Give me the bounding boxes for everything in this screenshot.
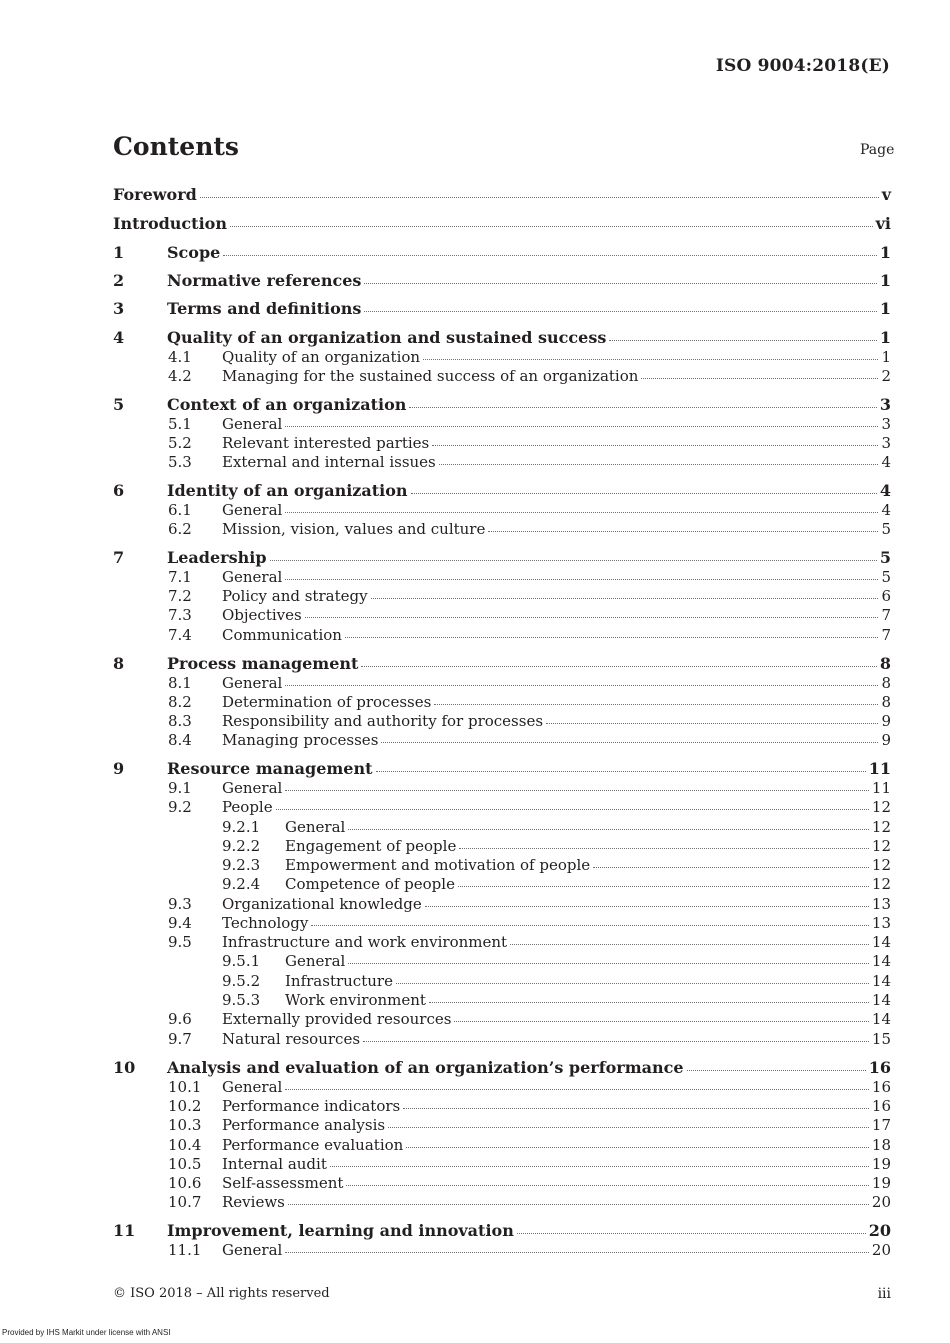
dot-leader (458, 885, 869, 887)
dot-leader (687, 1069, 866, 1071)
toc-entry-number: 9.5.2 (222, 972, 261, 990)
toc-entry[interactable] (113, 759, 891, 779)
toc-entry[interactable] (113, 1240, 891, 1260)
toc-entry-title: General (222, 1078, 283, 1096)
dot-leader (311, 924, 869, 926)
toc-entry-title: Normative references (167, 271, 362, 290)
toc-entry-number: 8 (113, 654, 125, 673)
toc-entry-title: Determination of processes (222, 693, 432, 711)
toc-entry-title: General (222, 415, 283, 433)
toc-entry[interactable] (113, 243, 891, 263)
toc-entry-number: 9 (113, 759, 125, 778)
toc-entry-number: 4 (113, 328, 125, 347)
toc-entry-page: 17 (871, 1116, 891, 1134)
dot-leader (285, 511, 878, 513)
dot-leader (285, 425, 878, 427)
toc-entry-page: 4 (879, 481, 891, 500)
toc-entry[interactable] (113, 654, 891, 674)
toc-entry[interactable] (113, 548, 891, 568)
toc-entry[interactable] (113, 1058, 891, 1078)
dot-leader (285, 578, 878, 580)
toc-entry[interactable] (113, 874, 891, 894)
toc-entry-number: 9.1 (168, 779, 192, 797)
toc-entry[interactable] (113, 567, 891, 587)
toc-entry-title: Policy and strategy (222, 587, 368, 605)
toc-entry-page: 7 (881, 626, 891, 644)
toc-entry-number: 6.1 (168, 501, 192, 519)
toc-entry-page: 3 (881, 415, 891, 433)
toc-entry-title: Quality of an organization and sustained success (167, 328, 607, 347)
toc-entry-page: 2 (881, 367, 891, 385)
toc-entry-number: 3 (113, 299, 125, 318)
dot-leader (270, 559, 877, 561)
toc-entry-page: 5 (881, 520, 891, 538)
toc-entry[interactable] (113, 990, 891, 1010)
toc-entry[interactable] (113, 1192, 891, 1212)
toc-entry-number: 8.4 (168, 731, 192, 749)
toc-entry-title: Externally provided resources (222, 1010, 452, 1028)
toc-entry[interactable] (113, 433, 891, 453)
toc-entry-page: 3 (879, 395, 891, 414)
toc-entry-title: Scope (167, 243, 221, 262)
dot-leader (345, 636, 879, 638)
toc-entry-number: 10.1 (168, 1078, 202, 1096)
dot-leader (285, 789, 869, 791)
toc-entry[interactable] (113, 414, 891, 434)
toc-entry-title: General (222, 779, 283, 797)
toc-entry-number: 10.3 (168, 1116, 202, 1134)
toc-entry-number: 9.2.2 (222, 837, 261, 855)
toc-entry-page: 1 (879, 271, 891, 290)
toc-entry-page: 4 (881, 453, 891, 471)
toc-entry[interactable] (113, 1135, 891, 1155)
dot-leader (403, 1107, 869, 1109)
toc-entry-title: Terms and definitions (167, 299, 362, 318)
dot-leader (429, 1001, 869, 1003)
toc-entry-page: 8 (879, 654, 891, 673)
toc-entry-number: 9.2.4 (222, 875, 261, 893)
page-column-label: Page (860, 142, 895, 158)
toc-entry-page: 11 (868, 759, 891, 778)
toc-entry-title: General (222, 674, 283, 692)
toc-entry[interactable] (113, 1115, 891, 1135)
toc-entry-page: 14 (871, 952, 891, 970)
dot-leader (423, 358, 878, 360)
toc-entry-number: 9.2.3 (222, 856, 261, 874)
dot-leader (454, 1020, 868, 1022)
toc-entry-title: Analysis and evaluation of an organization’s performance (167, 1058, 684, 1077)
dot-leader (330, 1165, 869, 1167)
toc-entry-number: 7.4 (168, 626, 192, 644)
dot-leader (396, 982, 869, 984)
toc-entry-number: 10.4 (168, 1136, 202, 1154)
toc-entry-number: 9.4 (168, 914, 192, 932)
toc-entry[interactable] (113, 1077, 891, 1097)
toc-entry-number: 9.5 (168, 933, 192, 951)
toc-entry-number: 5.1 (168, 415, 192, 433)
toc-entry-title: Empowerment and motivation of people (285, 856, 591, 874)
toc-entry[interactable] (113, 299, 891, 319)
toc-entry-page: 9 (881, 712, 891, 730)
dot-leader (376, 770, 866, 772)
toc-entry-title: Performance evaluation (222, 1136, 404, 1154)
toc-entry-number: 6 (113, 481, 125, 500)
toc-entry-page: 11 (871, 779, 891, 797)
toc-entry[interactable] (113, 1221, 891, 1241)
toc-entry-number: 10 (113, 1058, 136, 1077)
toc-entry[interactable] (113, 519, 891, 539)
toc-entry-title: Responsibility and authority for processes (222, 712, 544, 730)
dot-leader (488, 530, 878, 532)
toc-entry[interactable] (113, 500, 891, 520)
dot-leader (434, 703, 878, 705)
toc-entry-title: General (222, 501, 283, 519)
toc-entry-number: 9.6 (168, 1010, 192, 1028)
toc-entry[interactable] (113, 347, 891, 367)
toc-entry-page: 8 (881, 693, 891, 711)
toc-entry-title: Foreword (113, 185, 197, 204)
toc-entry-number: 5.3 (168, 453, 192, 471)
toc-entry-title: Context of an organization (167, 395, 407, 414)
dot-leader (388, 1126, 869, 1128)
toc-entry[interactable] (113, 817, 891, 837)
page-number: iii (877, 1286, 891, 1302)
toc-entry-page: 6 (881, 587, 891, 605)
toc-entry[interactable] (113, 971, 891, 991)
dot-leader (510, 943, 869, 945)
toc-entry-title: Technology (222, 914, 309, 932)
toc-entry[interactable] (113, 366, 891, 386)
toc-entry-page: 12 (871, 818, 891, 836)
dot-leader (363, 1040, 869, 1042)
contents-title: Contents (113, 132, 240, 161)
toc-entry[interactable] (113, 271, 891, 291)
toc-entry-number: 8.2 (168, 693, 192, 711)
toc-entry-title: Organizational knowledge (222, 895, 422, 913)
toc-entry[interactable] (113, 1029, 891, 1049)
toc-entry-title: Process management (167, 654, 359, 673)
toc-entry-page: 14 (871, 991, 891, 1009)
dot-leader (285, 684, 878, 686)
dot-leader (305, 616, 879, 618)
dot-leader (346, 1184, 868, 1186)
toc-entry[interactable] (113, 797, 891, 817)
dot-leader (223, 254, 877, 256)
toc-entry-title: Communication (222, 626, 342, 644)
toc-entry-number: 7.3 (168, 606, 192, 624)
toc-entry-page: vi (875, 214, 891, 233)
dot-leader (593, 866, 869, 868)
toc-entry-title: Internal audit (222, 1155, 327, 1173)
dot-leader (425, 905, 869, 907)
toc-entry[interactable] (113, 586, 891, 606)
toc-entry-title: Relevant interested parties (222, 434, 430, 452)
toc-entry-page: 16 (871, 1078, 891, 1096)
toc-entry-page: 12 (871, 837, 891, 855)
toc-entry-page: 13 (871, 914, 891, 932)
toc-entry-number: 10.5 (168, 1155, 202, 1173)
toc-entry-title: Improvement, learning and innovation (167, 1221, 514, 1240)
toc-entry-title: Managing processes (222, 731, 379, 749)
toc-entry[interactable] (113, 1154, 891, 1174)
dot-leader (381, 741, 878, 743)
toc-entry-number: 8.3 (168, 712, 192, 730)
toc-entry[interactable] (113, 778, 891, 798)
toc-entry-page: 13 (871, 895, 891, 913)
toc-entry[interactable] (113, 1173, 891, 1193)
toc-entry-number: 9.5.1 (222, 952, 261, 970)
toc-entry-page: 1 (879, 328, 891, 347)
toc-entry-title: Engagement of people (285, 837, 457, 855)
toc-entry-title: General (285, 818, 346, 836)
toc-entry-title: Mission, vision, values and culture (222, 520, 486, 538)
toc-entry-number: 6.2 (168, 520, 192, 538)
toc-entry-number: 7 (113, 548, 125, 567)
toc-entry-number: 7.1 (168, 568, 192, 586)
toc-entry-page: 3 (881, 434, 891, 452)
toc-entry-title: General (285, 952, 346, 970)
dot-leader (371, 597, 879, 599)
dot-leader (348, 962, 869, 964)
toc-entry-page: 20 (868, 1221, 891, 1240)
toc-entry-title: Infrastructure (285, 972, 393, 990)
dot-leader (361, 665, 876, 667)
dot-leader (364, 282, 876, 284)
toc-entry-page: 7 (881, 606, 891, 624)
dot-leader (546, 722, 878, 724)
toc-entry-number: 9.2 (168, 798, 192, 816)
toc-entry-number: 10.7 (168, 1193, 202, 1211)
toc-entry-page: 12 (871, 856, 891, 874)
toc-entry[interactable] (113, 1096, 891, 1116)
toc-entry-number: 8.1 (168, 674, 192, 692)
toc-entry-page: v (881, 185, 891, 204)
toc-entry-number: 2 (113, 271, 125, 290)
toc-entry-number: 9.2.1 (222, 818, 261, 836)
toc-entry-page: 12 (871, 798, 891, 816)
toc-entry-page: 1 (881, 348, 891, 366)
dot-leader (439, 463, 879, 465)
toc-entry[interactable] (113, 452, 891, 472)
toc-entry-number: 5 (113, 395, 125, 414)
license-notice: Provided by IHS Markit under license with ANSI (2, 1328, 171, 1337)
toc-entry-number: 5.2 (168, 434, 192, 452)
dot-leader (609, 339, 877, 341)
toc-entry[interactable] (113, 894, 891, 914)
toc-entry-page: 18 (871, 1136, 891, 1154)
toc-entry-page: 12 (871, 875, 891, 893)
toc-entry-title: Performance analysis (222, 1116, 386, 1134)
copyright-notice: © ISO 2018 – All rights reserved (113, 1286, 330, 1301)
toc-entry-page: 16 (868, 1058, 891, 1077)
toc-entry-title: Identity of an organization (167, 481, 408, 500)
toc-entry[interactable] (113, 932, 891, 952)
dot-leader (285, 1251, 869, 1253)
toc-entry-page: 19 (871, 1155, 891, 1173)
dot-leader (459, 847, 869, 849)
toc-entry-number: 11 (113, 1221, 136, 1240)
dot-leader (200, 196, 879, 198)
toc-entry-number: 11.1 (168, 1241, 202, 1259)
toc-entry-title: Leadership (167, 548, 267, 567)
toc-entry[interactable] (113, 836, 891, 856)
toc-entry-number: 10.6 (168, 1174, 202, 1192)
toc-entry[interactable] (113, 730, 891, 750)
toc-entry-title: External and internal issues (222, 453, 436, 471)
toc-entry-number: 9.5.3 (222, 991, 261, 1009)
toc-entry-page: 5 (879, 548, 891, 567)
toc-entry-page: 19 (871, 1174, 891, 1192)
toc-entry-page: 5 (881, 568, 891, 586)
toc-entry-page: 14 (871, 972, 891, 990)
toc-entry-title: Reviews (222, 1193, 285, 1211)
toc-entry[interactable] (113, 481, 891, 501)
toc-entry-page: 20 (871, 1193, 891, 1211)
dot-leader (364, 310, 876, 312)
toc-entry-page: 16 (871, 1097, 891, 1115)
toc-entry[interactable] (113, 395, 891, 415)
toc-entry-title: People (222, 798, 273, 816)
toc-entry-title: Competence of people (285, 875, 455, 893)
toc-entry-title: Infrastructure and work environment (222, 933, 508, 951)
toc-entry[interactable] (113, 951, 891, 971)
toc-entry-page: 15 (871, 1030, 891, 1048)
toc-entry-page: 8 (881, 674, 891, 692)
toc-entry-number: 10.2 (168, 1097, 202, 1115)
toc-entry[interactable] (113, 214, 891, 234)
toc-entry-number: 1 (113, 243, 125, 262)
toc-entry-number: 4.1 (168, 348, 192, 366)
dot-leader (409, 406, 876, 408)
dot-leader (276, 808, 869, 810)
toc-entry[interactable] (113, 855, 891, 875)
toc-entry[interactable] (113, 711, 891, 731)
toc-entry-title: Objectives (222, 606, 302, 624)
toc-entry-title: Introduction (113, 214, 227, 233)
toc-entry-number: 7.2 (168, 587, 192, 605)
toc-entry-page: 9 (881, 731, 891, 749)
dot-leader (348, 828, 869, 830)
dot-leader (517, 1232, 866, 1234)
toc-entry-title: Resource management (167, 759, 373, 778)
toc-entry-page: 4 (881, 501, 891, 519)
toc-entry-page: 20 (871, 1241, 891, 1259)
toc-entry[interactable] (113, 673, 891, 693)
dot-leader (285, 1088, 869, 1090)
document-header: ISO 9004:2018(E) (715, 56, 890, 76)
toc-entry[interactable] (113, 692, 891, 712)
toc-entry-number: 4.2 (168, 367, 192, 385)
dot-leader (432, 444, 878, 446)
toc-entry[interactable] (113, 328, 891, 348)
toc-entry-title: Quality of an organization (222, 348, 421, 366)
dot-leader (641, 377, 878, 379)
toc-entry-title: General (222, 1241, 283, 1259)
toc-entry[interactable] (113, 1009, 891, 1029)
toc-entry-title: Natural resources (222, 1030, 361, 1048)
toc-entry-page: 1 (879, 299, 891, 318)
toc-entry[interactable] (113, 625, 891, 645)
toc-entry-page: 1 (879, 243, 891, 262)
toc-entry-title: Work environment (285, 991, 426, 1009)
toc-entry-page: 14 (871, 933, 891, 951)
dot-leader (230, 225, 873, 227)
toc-entry-title: Performance indicators (222, 1097, 401, 1115)
dot-leader (288, 1203, 869, 1205)
toc-entry-title: Managing for the sustained success of an organization (222, 367, 639, 385)
toc-entry[interactable] (113, 605, 891, 625)
toc-entry-number: 9.3 (168, 895, 192, 913)
toc-entry-title: Self-assessment (222, 1174, 344, 1192)
dot-leader (411, 492, 877, 494)
toc-entry[interactable] (113, 913, 891, 933)
toc-entry-number: 9.7 (168, 1030, 192, 1048)
dot-leader (406, 1146, 869, 1148)
toc-entry-title: General (222, 568, 283, 586)
toc-entry[interactable] (113, 185, 891, 205)
toc-entry-page: 14 (871, 1010, 891, 1028)
